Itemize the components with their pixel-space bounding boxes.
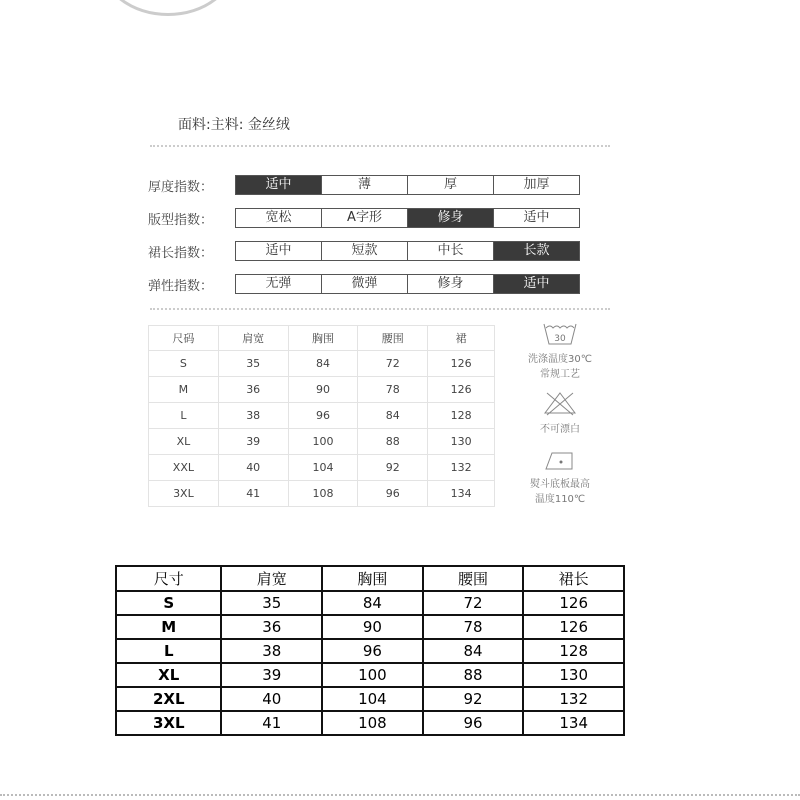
table-cell: 72 bbox=[358, 351, 428, 377]
divider bbox=[150, 308, 610, 310]
table-cell: XL bbox=[149, 429, 219, 455]
table-cell: 130 bbox=[523, 663, 624, 687]
table-cell: L bbox=[149, 403, 219, 429]
table-cell: 96 bbox=[423, 711, 524, 735]
table-cell: 72 bbox=[423, 591, 524, 615]
header-cell: 胸围 bbox=[288, 326, 358, 351]
table-cell: 96 bbox=[358, 481, 428, 507]
index-option: 厚 bbox=[407, 176, 493, 194]
table-cell: S bbox=[116, 591, 221, 615]
table-cell: 96 bbox=[322, 639, 423, 663]
table-row bbox=[116, 711, 624, 735]
table-header bbox=[116, 566, 624, 591]
divider bbox=[150, 145, 610, 147]
header-cell: 腰围 bbox=[423, 566, 524, 591]
table-row bbox=[149, 455, 495, 481]
index-row bbox=[148, 208, 580, 228]
index-label: 裙长指数： bbox=[148, 245, 214, 261]
table-header bbox=[149, 326, 495, 351]
table-cell: 84 bbox=[358, 403, 428, 429]
table-cell: 84 bbox=[288, 351, 358, 377]
table-cell: 36 bbox=[221, 615, 322, 639]
table-cell: 96 bbox=[288, 403, 358, 429]
table-cell: M bbox=[149, 377, 219, 403]
divider bbox=[0, 794, 800, 796]
header-cell: 尺码 bbox=[149, 326, 219, 351]
table-cell: 35 bbox=[221, 591, 322, 615]
iron-icon bbox=[542, 447, 578, 471]
table-cell: 78 bbox=[358, 377, 428, 403]
table-cell: 78 bbox=[423, 615, 524, 639]
wash-text-2: 常规工艺 bbox=[540, 369, 580, 380]
table-cell: 3XL bbox=[149, 481, 219, 507]
index-row bbox=[148, 274, 580, 294]
index-option: 薄 bbox=[321, 176, 407, 194]
table-cell: 88 bbox=[358, 429, 428, 455]
index-option: 适中 bbox=[493, 275, 579, 293]
index-option: 加厚 bbox=[493, 176, 579, 194]
table-cell: S bbox=[149, 351, 219, 377]
index-option: 适中 bbox=[493, 209, 579, 227]
index-row bbox=[148, 241, 580, 261]
table-row bbox=[149, 429, 495, 455]
table-cell: M bbox=[116, 615, 221, 639]
table-cell: 108 bbox=[288, 481, 358, 507]
index-option: 短款 bbox=[321, 242, 407, 260]
table-cell: 128 bbox=[523, 639, 624, 663]
care-instructions bbox=[515, 318, 605, 505]
table-cell: 104 bbox=[322, 687, 423, 711]
bleach-text: 不可漂白 bbox=[540, 424, 580, 435]
table-cell: 126 bbox=[523, 615, 624, 639]
table-cell: XL bbox=[116, 663, 221, 687]
index-label: 弹性指数： bbox=[148, 278, 214, 294]
table-cell: 38 bbox=[218, 403, 288, 429]
table-cell: 36 bbox=[218, 377, 288, 403]
table-cell: 88 bbox=[423, 663, 524, 687]
index-option: 宽松 bbox=[236, 209, 321, 227]
index-option: 中长 bbox=[407, 242, 493, 260]
svg-text:30: 30 bbox=[554, 334, 566, 344]
table-cell: 39 bbox=[221, 663, 322, 687]
index-option: 修身 bbox=[407, 275, 493, 293]
table-cell: 90 bbox=[288, 377, 358, 403]
index-label: 厚度指数： bbox=[148, 179, 214, 195]
table-cell: 130 bbox=[428, 429, 495, 455]
table-cell: 92 bbox=[423, 687, 524, 711]
size-table-small bbox=[148, 325, 495, 507]
table-cell: 39 bbox=[218, 429, 288, 455]
header-cell: 裙长 bbox=[523, 566, 624, 591]
decorative-arc bbox=[100, 0, 236, 16]
table-cell: 100 bbox=[322, 663, 423, 687]
index-option: 适中 bbox=[236, 176, 321, 194]
table-row bbox=[149, 351, 495, 377]
table-cell: 104 bbox=[288, 455, 358, 481]
size-table-large bbox=[115, 565, 625, 736]
table-cell: 40 bbox=[221, 687, 322, 711]
table-cell: 40 bbox=[218, 455, 288, 481]
header-cell: 肩宽 bbox=[221, 566, 322, 591]
table-cell: 38 bbox=[221, 639, 322, 663]
table-row bbox=[149, 403, 495, 429]
table-cell: 134 bbox=[523, 711, 624, 735]
table-cell: 92 bbox=[358, 455, 428, 481]
table-cell: 90 bbox=[322, 615, 423, 639]
table-cell: 41 bbox=[218, 481, 288, 507]
header-cell: 腰围 bbox=[358, 326, 428, 351]
table-row bbox=[116, 639, 624, 663]
table-cell: 84 bbox=[322, 591, 423, 615]
table-row bbox=[149, 481, 495, 507]
iron-text: 熨斗底板最高 bbox=[530, 479, 590, 490]
index-label: 版型指数： bbox=[148, 212, 214, 228]
table-cell: 126 bbox=[523, 591, 624, 615]
fabric-label: 面料:主料: 金丝绒 bbox=[178, 117, 290, 133]
table-row bbox=[116, 687, 624, 711]
no-bleach-icon bbox=[542, 390, 578, 416]
table-row bbox=[116, 615, 624, 639]
table-cell: L bbox=[116, 639, 221, 663]
wash-text: 洗涤温度30℃ bbox=[528, 354, 592, 365]
table-cell: 132 bbox=[523, 687, 624, 711]
header-cell: 尺寸 bbox=[116, 566, 221, 591]
table-cell: 126 bbox=[428, 351, 495, 377]
table-cell: 134 bbox=[428, 481, 495, 507]
table-cell: 35 bbox=[218, 351, 288, 377]
table-cell: 2XL bbox=[116, 687, 221, 711]
table-cell: 41 bbox=[221, 711, 322, 735]
table-cell: 100 bbox=[288, 429, 358, 455]
table-cell: XXL bbox=[149, 455, 219, 481]
table-cell: 126 bbox=[428, 377, 495, 403]
iron-text-2: 温度110℃ bbox=[534, 494, 586, 505]
table-row bbox=[116, 663, 624, 687]
index-option: 微弹 bbox=[321, 275, 407, 293]
index-option: 修身 bbox=[407, 209, 493, 227]
table-cell: 3XL bbox=[116, 711, 221, 735]
header-cell: 裙 bbox=[428, 326, 495, 351]
table-cell: 108 bbox=[322, 711, 423, 735]
header-cell: 胸围 bbox=[322, 566, 423, 591]
index-option: 适中 bbox=[236, 242, 321, 260]
index-row bbox=[148, 175, 580, 195]
table-row bbox=[149, 377, 495, 403]
wash-30-icon bbox=[542, 322, 578, 346]
index-option: 长款 bbox=[493, 242, 579, 260]
index-option: A字形 bbox=[321, 209, 407, 227]
table-cell: 132 bbox=[428, 455, 495, 481]
table-cell: 128 bbox=[428, 403, 495, 429]
header-cell: 肩宽 bbox=[218, 326, 288, 351]
table-row bbox=[116, 591, 624, 615]
table-cell: 84 bbox=[423, 639, 524, 663]
index-option: 无弹 bbox=[236, 275, 321, 293]
